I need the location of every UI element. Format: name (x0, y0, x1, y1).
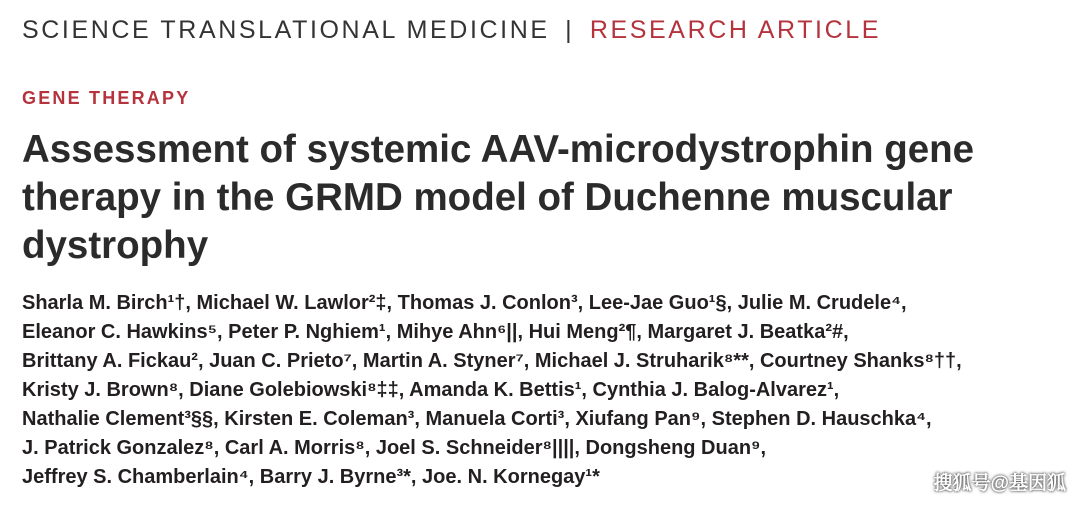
author-line-1: Sharla M. Birch¹†, Michael W. Lawlor²‡, Thomas J. Conlon³, Lee-Jae Guo¹§, Julie M. Crudele⁴, (22, 292, 907, 314)
header-separator: | (565, 16, 575, 44)
article-title (22, 126, 1062, 270)
watermark: 搜狐号@基因狐 (933, 473, 1066, 494)
author-line-5: Nathalie Clement³§§, Kirsten E. Coleman³, Manuela Corti³, Xiufang Pan⁹, Stephen D. Hauschka⁴, (22, 408, 932, 430)
author-line-4: Kristy J. Brown⁸, Diane Golebiowski⁸‡‡, Amanda K. Bettis¹, Cynthia J. Balog-Alvarez¹, (22, 379, 840, 401)
title-line-3: dystrophy (22, 224, 209, 267)
author-line-6: J. Patrick Gonzalez⁸, Carl A. Morris⁸, Joel S. Schneider⁸||||, Dongsheng Duan⁹, (22, 437, 767, 459)
journal-name: SCIENCE TRANSLATIONAL MEDICINE (22, 16, 550, 44)
author-line-3: Brittany A. Fickau², Juan C. Prieto⁷, Martin A. Styner⁷, Michael J. Struharik⁸**, Courtney Shanks⁸††, (22, 350, 962, 372)
author-list (22, 289, 1072, 492)
author-line-2: Eleanor C. Hawkins⁵, Peter P. Nghiem¹, Mihye Ahn⁶||, Hui Meng²¶, Margaret J. Beatka²#, (22, 321, 849, 343)
journal-header (22, 13, 881, 47)
topic-label: GENE THERAPY (22, 88, 191, 108)
article-type: RESEARCH ARTICLE (589, 16, 882, 44)
title-line-2: therapy in the GRMD model of Duchenne muscular (22, 176, 953, 219)
title-line-1: Assessment of systemic AAV-microdystrophin gene (22, 128, 975, 171)
author-line-7: Jeffrey S. Chamberlain⁴, Barry J. Byrne³*, Joe. N. Kornegay¹* (22, 466, 600, 488)
